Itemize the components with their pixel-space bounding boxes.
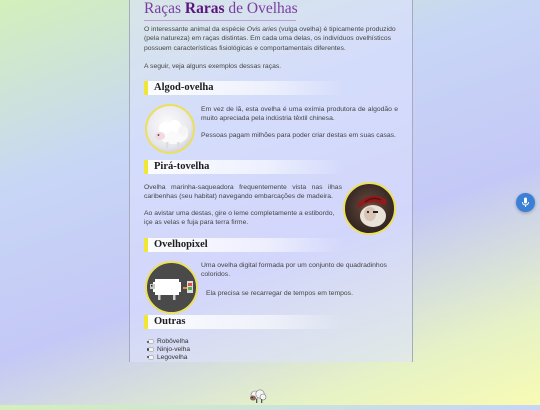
pirate-sheep-icon — [343, 182, 396, 235]
intro-text-continued: (vulga ovelha) é tipicamente produzido (pela natureza) em raças distintas. Em cada uma delas, os indivíduos ovelhísticos possuem características fisiológicas e comportamentais diferentes. — [144, 26, 396, 52]
ovelhopixel-note: Ela precisa se recarregar de tempos em tempos. — [206, 290, 353, 297]
intro-paragraph — [144, 25, 399, 53]
microphone-icon — [521, 197, 530, 208]
list-item-label: Robôvelha — [157, 338, 189, 345]
list-item — [148, 346, 190, 354]
cotton-sheep-icon — [145, 104, 195, 154]
title-suffix: de Ovelhas — [224, 0, 298, 17]
algod-ovelha-note: Pessoas pagam milhões para poder criar destas em suas casas. — [201, 132, 396, 139]
list-item — [148, 354, 190, 362]
page-title — [144, 0, 296, 21]
other-breeds-list — [148, 338, 190, 361]
microphone-button[interactable] — [516, 193, 535, 212]
sheep-logo-icon — [248, 387, 268, 405]
section-heading-ovelhopixel: Ovelhopixel — [144, 238, 344, 252]
intro-text: O interessante animal da espécie — [144, 26, 247, 33]
title-prefix: Raças — [144, 0, 185, 17]
main-content-panel — [129, 0, 413, 362]
ovelhopixel-description: Uma ovelha digital formada por um conjunto de quadradinhos coloridos. — [201, 262, 387, 279]
list-item-label: Legovelha — [157, 353, 188, 361]
sheep-bullet-icon — [148, 339, 154, 344]
pira-tovelha-warning: Ao avistar uma destas, gire o leme completamente a estibordo, içe as velas e fuja para terra firme. — [144, 210, 335, 227]
sheep-bullet-icon — [148, 347, 154, 352]
algod-ovelha-description: Em vez de lã, esta ovelha é uma exímia produtora de algodão e muito apreciada pela indústria têxtil chinesa. — [201, 106, 398, 123]
section-heading-pira-tovelha: Pirá-tovelha — [144, 160, 344, 174]
pira-tovelha-description: Ovelha marinha-saqueadora frequentemente vista nas ilhas caribenhas (seu habitat) navegando embarcações de madeira. — [144, 184, 342, 201]
list-item — [148, 338, 190, 346]
list-item-label: Ninjo-velha — [157, 345, 190, 353]
intro-lead: A seguir, veja alguns exemplos dessas raças. — [144, 63, 282, 70]
section-heading-outras: Outras — [144, 315, 344, 329]
pixel-sheep-icon — [145, 261, 198, 314]
species-name: Ovis aries — [246, 26, 277, 33]
title-emphasis: Raras — [184, 0, 225, 17]
sheep-bullet-icon — [148, 355, 154, 360]
section-heading-algod-ovelha: Algod-ovelha — [144, 81, 344, 95]
